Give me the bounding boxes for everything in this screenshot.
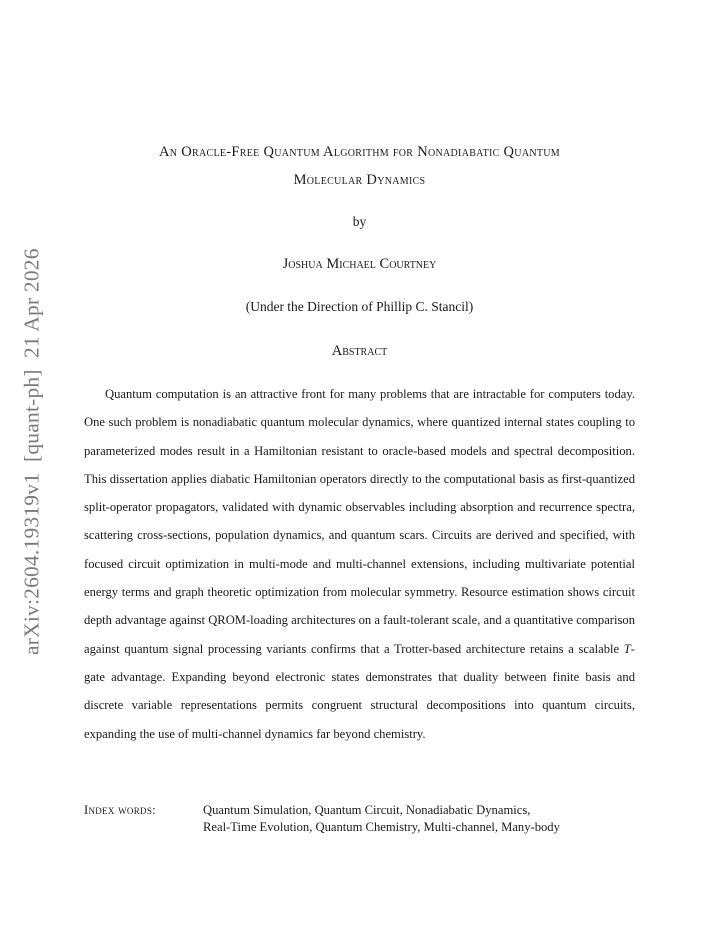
advisor-direction: (Under the Direction of Phillip C. Stancil) <box>245 299 474 314</box>
by-label: by <box>352 214 367 229</box>
index-words-values <box>203 802 560 836</box>
arxiv-date: 21 Apr 2026 <box>19 248 44 359</box>
abstract-text-part-1: Quantum computation is an attractive front for many problems that are intractable for computers today. One such problem is nonadiabatic quantum molecular dynamics, where quantized internal states coupling to parameterized modes result in a Hamiltonian resistant to oracle-based models and spectral decomposition. This dissertation applies diabatic Hamiltonian operators directly to the computational basis as first-quantized split-operator propagators, validated with dynamic observables including absorption and recurrence spectra, scattering cross-sections, population dynamics, and quantum scars. Circuits are derived and specified, with focused circuit optimization in multi-mode and multi-channel extensions, including multivariate potential energy terms and graph theoretic optimization from molecular symmetry. Resource estimation shows circuit depth advantage against QROM-loading architectures on a fault-tolerant scale, and a quantitative comparison against quantum signal processing variants confirms that a Trotter-based architecture retains a scalable <box>84 387 635 656</box>
index-words-line-1: Quantum Simulation, Quantum Circuit, Nonadiabatic Dynamics, <box>203 803 531 817</box>
title-line-1: An Oracle-Free Quantum Algorithm for Nonadiabatic Quantum <box>159 144 560 160</box>
arxiv-id: arXiv:2604.19319v1 <box>19 473 44 656</box>
arxiv-category: [quant-ph] <box>19 369 44 463</box>
index-words-label: Index words: <box>84 803 156 817</box>
title-line-2: Molecular Dynamics <box>293 172 426 188</box>
abstract-t-symbol: T <box>623 641 631 656</box>
author-name: Joshua Michael Courtney <box>282 256 437 272</box>
abstract-heading: Abstract <box>331 343 388 359</box>
index-words-line-2: Real-Time Evolution, Quantum Chemistry, Multi-channel, Many-body <box>203 820 560 834</box>
abstract-body <box>84 380 635 748</box>
abstract-text-part-2: -gate advantage. Expanding beyond electronic states demonstrates that duality between finite basis and discrete variable representations permits congruent structural decompositions into quantum circuits, expanding the use of multi-channel dynamics far beyond chemistry. <box>84 641 635 741</box>
arxiv-stamp <box>14 248 50 656</box>
